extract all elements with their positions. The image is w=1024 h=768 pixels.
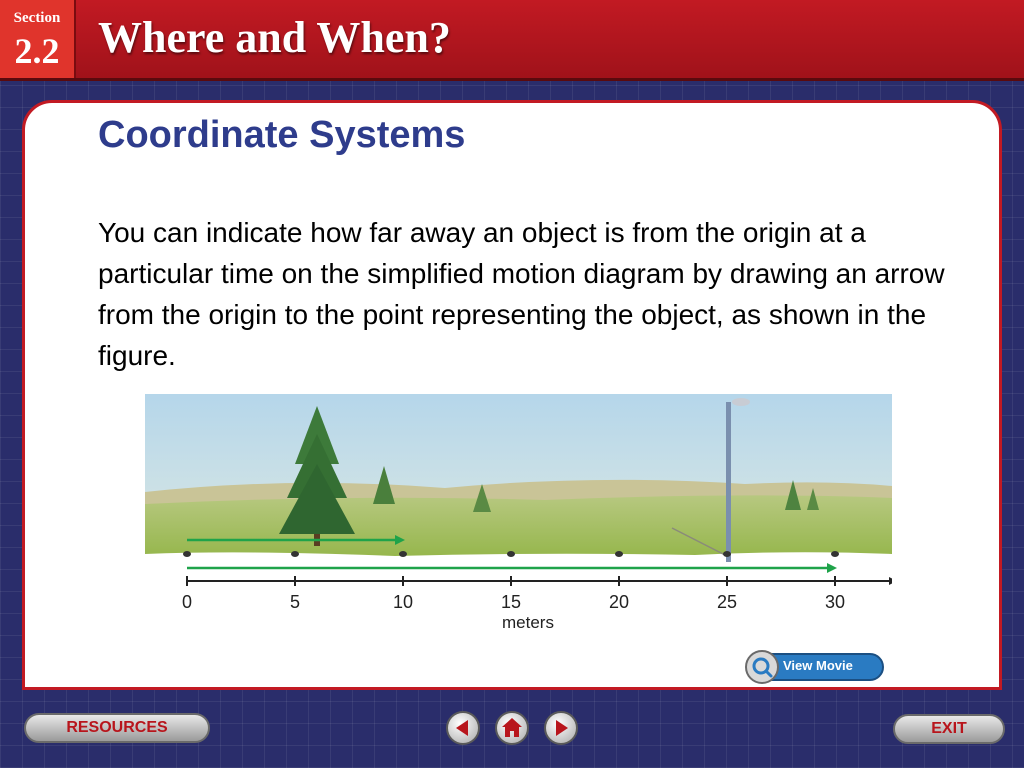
position-dot [291, 551, 299, 557]
motion-diagram-figure [145, 394, 892, 636]
section-number: 2.2 [14, 31, 60, 71]
resources-label: RESOURCES [66, 719, 168, 736]
axis-tick-label: 0 [181, 592, 193, 612]
previous-button[interactable] [446, 711, 480, 745]
resources-button[interactable] [24, 713, 210, 743]
section-label: Section [13, 10, 61, 26]
slide-heading: Coordinate Systems [98, 114, 466, 156]
position-dot [615, 551, 623, 557]
slide-body-text: You can indicate how far away an object is from the origin at a particular time on the simplified motion diagram by drawing an arrow from the origin to the point representing the object, as shown in the figure. [98, 217, 945, 371]
view-movie-button[interactable] [745, 650, 885, 684]
grass-field [145, 495, 892, 562]
axis-tick-label: 10 [392, 592, 414, 612]
header-bar [0, 0, 1024, 81]
section-badge [0, 0, 76, 78]
axis-tick-label: 15 [500, 592, 522, 612]
position-dot [507, 551, 515, 557]
home-icon [497, 713, 527, 743]
view-movie-label: View Movie [783, 658, 853, 673]
exit-label: EXIT [931, 720, 967, 737]
position-dot [831, 551, 839, 557]
axis-tick-label: 25 [716, 592, 738, 612]
right-arrow-icon [546, 713, 576, 743]
exit-button[interactable] [893, 714, 1005, 744]
position-dot [183, 551, 191, 557]
axis-tick-label: 5 [289, 592, 301, 612]
magnifier-icon [747, 652, 777, 682]
home-button[interactable] [495, 711, 529, 745]
position-dot [723, 551, 731, 557]
left-arrow-icon [448, 713, 478, 743]
next-button[interactable] [544, 711, 578, 745]
page-title: Where and When? [98, 13, 451, 62]
axis-unit-label: meters [502, 613, 554, 632]
position-dot [399, 551, 407, 557]
axis-tick-label: 20 [608, 592, 630, 612]
axis-tick-label: 30 [824, 592, 846, 612]
